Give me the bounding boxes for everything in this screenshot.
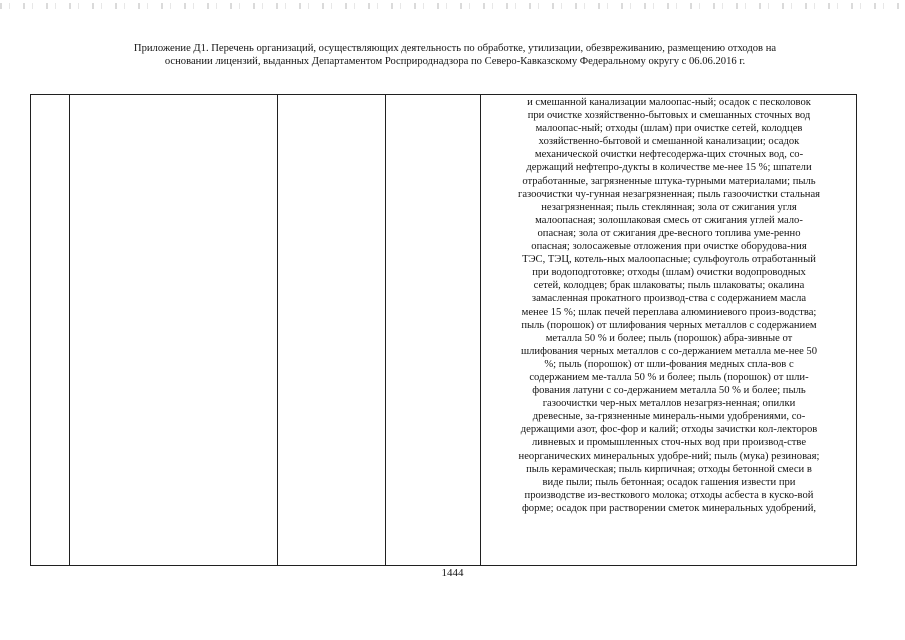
waste-cell-line: сетей, колодцев; брак шлаковаты; пыль шлаковаты; окалина: [533, 280, 805, 292]
column-divider-1: [69, 95, 70, 565]
page-number: 1444: [441, 567, 464, 579]
waste-cell-line: шлифования черных металлов с со-держанием металла ме-нее 50: [520, 345, 818, 357]
organizations-table: [30, 94, 857, 566]
waste-cell-line: механической очистки нефтесодержа-щих сточных вод, со-: [534, 149, 804, 161]
waste-cell-line: держащими азот, фос-фор и калий; отходы зачистки кол-лекторов: [520, 424, 818, 436]
header-line-2: основании лицензий, выданных Департаментом Росприроднадзора по Северо-Кавказскому Федеральному округу с 06.06.2016 г.: [164, 56, 746, 67]
waste-cell-line: виде пыли; пыль бетонная; осадок гашения извести при: [542, 476, 796, 488]
waste-cell-line: малоопасная; золошлаковая смесь от сжигания углей мало-: [535, 214, 803, 226]
waste-cell-line: пыль (порошок) от шлифования черных металлов с содержанием: [521, 319, 817, 331]
waste-cell-line: при водоподготовке; отходы (шлам) очистки водопроводных: [532, 267, 806, 279]
waste-cell-line: древесные, за-грязненные минераль-ными удобрениями, со-: [532, 411, 806, 423]
waste-cell-line: опасная; золосажевые отложения при очистке оборудова-ния: [531, 241, 807, 253]
header-line-1: Приложение Д1. Перечень организаций, осуществляющих деятельность по обработке, утилизации, обезвреживанию, размещению отходов на: [133, 43, 777, 54]
waste-cell-line: фования латуни с со-держанием металла 50 % и более; пыль: [532, 385, 806, 397]
waste-cell-line: хозяйственно-бытовой и смешанной канализации; осадок: [538, 136, 800, 148]
waste-cell-line: и смешанной канализации малоопас-ный; осадок с песколовок: [527, 97, 811, 108]
waste-cell-line: малоопас-ный; отходы (шлам) при очистке сетей, колодцев: [535, 123, 803, 135]
waste-cell-line: газоочистки чу-гунная незагрязненная; пыль газоочистки стальная: [517, 188, 821, 200]
waste-cell-line: %; пыль (порошок) от шли-фования медных спла-вов с: [544, 358, 794, 370]
waste-cell-line: ТЭС, ТЭЦ, котель-ных малоопасные; сульфоуголь отработанный: [522, 254, 816, 266]
waste-cell-line: ливневых и промышленных сточ-ных вод при производ-стве: [531, 437, 807, 449]
column-divider-3: [385, 95, 386, 565]
waste-cell-line: опасная; зола от сжигания дре-весного топлива уме-ренно: [537, 227, 801, 239]
waste-cell-line: содержанием ме-талла 50 % и более; пыль (порошок) от шли-: [529, 371, 809, 383]
waste-cell-line: форме; осадок при растворении сметок минеральных удобрений,: [521, 502, 817, 514]
waste-cell-line: при очистке хозяйственно-бытовых и смешанных сточных вод: [527, 110, 811, 122]
waste-cell-line: менее 15 %; шлак печей переплава алюминиевого произ-водства;: [521, 306, 817, 318]
column-divider-2: [277, 95, 278, 565]
document-header: [60, 42, 850, 68]
waste-cell-line: отработанные, загрязненные штука-турными материалами; пыль: [522, 175, 816, 187]
waste-cell-line: пыль керамическая; пыль кирпичная; отходы бетонной смеси в: [526, 463, 812, 475]
waste-cell-line: газоочистки чер-ных металлов незагряз-ненная; опилки: [542, 398, 796, 410]
waste-types-cell: [483, 96, 855, 515]
scan-artifact-strip: [0, 3, 905, 9]
waste-cell-line: незагрязненная; пыль стеклянная; зола от сжигания угля: [541, 201, 797, 213]
waste-cell-line: неорганических минеральных удобре-ний; пыль (мука) резиновая;: [518, 450, 820, 462]
column-divider-4: [480, 95, 481, 565]
waste-cell-line: производстве из-весткового молока; отходы асбеста в куско-вой: [524, 489, 814, 501]
waste-cell-line: металла 50 % и более; пыль (порошок) абра-зивные от: [545, 332, 793, 344]
waste-cell-line: держащий нефтепро-дукты в количестве ме-нее 15 %; шпатели: [526, 162, 812, 174]
waste-cell-line: замасленная прокатного производ-ства с содержанием масла: [531, 293, 807, 305]
